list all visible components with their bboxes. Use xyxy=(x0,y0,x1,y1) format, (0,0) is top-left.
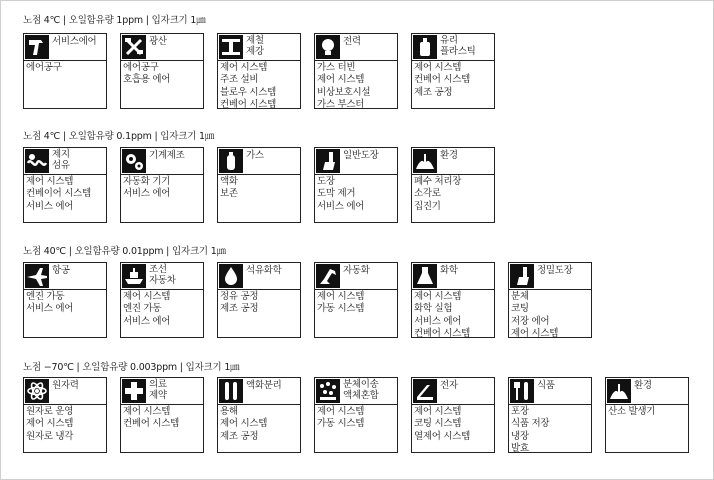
card-body xyxy=(414,406,493,443)
application-item: 발효 xyxy=(511,442,529,454)
card-title: 기계제조 xyxy=(149,150,185,161)
card-body xyxy=(608,406,687,418)
application-item: 열제어 시스템 xyxy=(414,430,470,442)
industry-card xyxy=(314,33,398,109)
card-body xyxy=(317,406,396,431)
card-title: 액화분리 xyxy=(246,380,282,391)
industry-card xyxy=(508,377,592,453)
application-item: 블로우 시스템 xyxy=(220,86,276,98)
application-item: 원자로 냉각 xyxy=(26,430,74,442)
card-body xyxy=(26,176,105,213)
industry-card xyxy=(411,33,495,109)
card-body xyxy=(317,176,396,213)
card-body xyxy=(414,62,493,99)
application-item: 소각로 xyxy=(414,188,441,200)
card-body xyxy=(220,291,299,316)
application-item: 서비스 에어 xyxy=(317,200,365,212)
industry-card xyxy=(217,262,301,338)
application-item: 가스 터빈 xyxy=(317,62,356,73)
row-header: 노점 40℃ | 오일함유량 0.01ppm | 입자크기 1㎛ xyxy=(23,246,226,257)
card-title: 일반도장 xyxy=(343,150,379,161)
application-item: 엔진 가동 xyxy=(123,303,162,315)
application-item: 포장 xyxy=(511,406,529,417)
electronics-icon xyxy=(413,379,437,403)
card-title: 유리 플라스틱 xyxy=(440,35,476,57)
card-header xyxy=(121,148,203,175)
industry-card xyxy=(411,377,495,453)
application-item: 산소 발생기 xyxy=(608,406,656,417)
application-item: 저장 에어 xyxy=(511,315,550,327)
application-item: 제어 시스템 xyxy=(317,406,365,417)
card-title: 전력 xyxy=(343,36,361,47)
card-title: 조선 자동차 xyxy=(149,264,176,286)
application-item: 폐수 처리장 xyxy=(414,176,462,187)
application-item: 도막 제거 xyxy=(317,188,356,200)
application-item: 제어 시스템 xyxy=(220,62,268,73)
card-header xyxy=(315,34,397,61)
industry-card xyxy=(120,377,204,453)
application-item: 정유 공정 xyxy=(220,291,259,302)
application-item: 도장 xyxy=(317,176,335,187)
card-header xyxy=(218,148,300,175)
application-item: 컨베이어 시스템 xyxy=(26,188,91,200)
application-item: 원자로 운영 xyxy=(26,406,74,417)
card-body xyxy=(511,406,590,455)
application-item: 서비스 에어 xyxy=(414,315,462,327)
application-item: 식품 저장 xyxy=(511,418,550,430)
application-item: 제어 시스템 xyxy=(123,291,171,302)
application-item: 액화 xyxy=(220,176,238,187)
application-item: 주조 설비 xyxy=(220,74,259,86)
card-body xyxy=(414,176,493,213)
application-item: 가스 부스터 xyxy=(317,98,365,110)
application-item: 컨베어 시스템 xyxy=(414,74,470,86)
application-item: 화학 실험 xyxy=(414,303,453,315)
card-body xyxy=(414,291,493,340)
industry-card xyxy=(411,147,495,223)
card-header xyxy=(315,263,397,290)
industry-card xyxy=(605,377,689,453)
industry-card xyxy=(217,33,301,109)
atom-icon xyxy=(25,379,49,403)
card-title: 자동화 xyxy=(343,265,370,276)
card-header xyxy=(412,378,494,405)
card-header xyxy=(315,378,397,405)
card-header xyxy=(412,34,494,61)
card-title: 식품 xyxy=(537,380,555,391)
card-body xyxy=(220,176,299,201)
industry-card xyxy=(120,147,204,223)
card-body xyxy=(317,291,396,316)
environment-plant-icon xyxy=(413,149,437,173)
application-item: 코팅 시스템 xyxy=(414,418,462,430)
application-item: 비상보호시설 xyxy=(317,86,371,98)
industry-card xyxy=(508,262,592,338)
test-tube-icon xyxy=(219,379,243,403)
row-header: 노점 4℃ | 오일함유량 1ppm | 입자크기 1㎛ xyxy=(23,15,206,26)
card-header xyxy=(218,263,300,290)
robot-arm-icon xyxy=(316,264,340,288)
application-item: 제어 시스템 xyxy=(414,62,462,73)
card-title: 환경 xyxy=(440,150,458,161)
industry-card xyxy=(314,377,398,453)
industry-card xyxy=(120,262,204,338)
card-header xyxy=(218,378,300,405)
application-item: 분체 xyxy=(511,291,529,302)
application-item: 컨베어 시스템 xyxy=(123,418,179,430)
application-item: 컨베어 시스템 xyxy=(414,327,470,339)
application-item: 코팅 xyxy=(511,303,529,315)
application-item: 제조 공정 xyxy=(414,86,453,98)
card-title: 환경 xyxy=(634,380,652,391)
medical-cross-icon xyxy=(122,379,146,403)
application-item: 컨베어 시스템 xyxy=(220,98,276,110)
industry-card xyxy=(23,262,107,338)
card-header xyxy=(24,148,106,175)
card-body xyxy=(123,176,202,201)
application-item: 제어 시스템 xyxy=(414,291,462,302)
application-item: 보존 xyxy=(220,188,238,200)
card-header xyxy=(24,378,106,405)
ship-icon xyxy=(122,264,146,288)
card-header xyxy=(509,378,591,405)
card-title: 화학 xyxy=(440,265,458,276)
application-item: 호흡용 에어 xyxy=(123,74,171,86)
card-body xyxy=(123,62,202,87)
application-item: 서비스 에어 xyxy=(26,200,74,212)
application-item: 자동화 기기 xyxy=(123,176,171,187)
compressor-gun-icon xyxy=(25,35,49,59)
application-item: 가동 시스템 xyxy=(317,418,365,430)
application-item: 에어공구 xyxy=(26,62,62,73)
gas-cylinder-icon xyxy=(219,149,243,173)
card-body xyxy=(317,62,396,111)
card-body xyxy=(26,62,105,74)
application-item: 제조 공정 xyxy=(220,430,259,442)
card-header xyxy=(606,378,688,405)
card-header xyxy=(412,263,494,290)
card-header xyxy=(218,34,300,61)
industry-card xyxy=(217,147,301,223)
industry-card xyxy=(314,262,398,338)
card-title: 제지 섬유 xyxy=(52,149,70,171)
row-header: 노점 4℃ | 오일함유량 0.1ppm | 입자크기 1㎛ xyxy=(23,131,215,142)
card-header xyxy=(24,263,106,290)
application-item: 제어 시스템 xyxy=(414,406,462,417)
application-item: 제조 공정 xyxy=(220,303,259,315)
row-header: 노점 −70℃ | 오일함유량 0.003ppm | 입자크기 1㎛ xyxy=(23,362,240,373)
application-item: 엔진 가동 xyxy=(26,291,65,302)
card-header xyxy=(121,34,203,61)
card-body xyxy=(220,406,299,443)
application-item: 용해 xyxy=(220,406,238,417)
card-title: 정밀도장 xyxy=(537,265,573,276)
card-title: 원자력 xyxy=(52,380,79,391)
card-body xyxy=(123,406,202,431)
card-body xyxy=(220,62,299,111)
application-item: 서비스 에어 xyxy=(123,188,171,200)
application-item: 제어 시스템 xyxy=(26,176,74,187)
application-item: 제어 시스템 xyxy=(220,418,268,430)
industry-card xyxy=(411,262,495,338)
industry-card xyxy=(217,377,301,453)
industry-card xyxy=(120,33,204,109)
application-item: 서비스 에어 xyxy=(123,315,171,327)
steel-beam-icon xyxy=(219,35,243,59)
industry-card xyxy=(23,147,107,223)
application-item: 제어 시스템 xyxy=(26,418,74,430)
application-item: 에어공구 xyxy=(123,62,159,73)
plastic-bottle-icon xyxy=(413,35,437,59)
lightbulb-icon xyxy=(316,35,340,59)
flask-icon xyxy=(413,264,437,288)
card-title: 광산 xyxy=(149,36,167,47)
card-header xyxy=(121,378,203,405)
fiber-thread-icon xyxy=(25,149,49,173)
card-title: 석유화학 xyxy=(246,265,282,276)
card-body xyxy=(123,291,202,328)
application-item: 집진기 xyxy=(414,200,441,212)
application-item: 제어 시스템 xyxy=(123,406,171,417)
application-item: 제어 시스템 xyxy=(317,74,365,86)
airplane-icon xyxy=(25,264,49,288)
card-title: 항공 xyxy=(52,265,70,276)
application-item: 냉장 xyxy=(511,430,529,442)
card-title: 전자 xyxy=(440,380,458,391)
card-title: 서비스에어 xyxy=(52,36,97,47)
industry-card xyxy=(23,33,107,109)
utensils-icon xyxy=(510,379,534,403)
card-title: 가스 xyxy=(246,150,264,161)
card-header xyxy=(509,263,591,290)
card-title: 제철 제강 xyxy=(246,35,264,57)
powder-particles-icon xyxy=(316,379,340,403)
card-title: 의료 제약 xyxy=(149,379,167,401)
paint-brush-icon xyxy=(316,149,340,173)
paint-brush-icon xyxy=(510,264,534,288)
card-header xyxy=(315,148,397,175)
application-item: 가동 시스템 xyxy=(317,303,365,315)
card-title: 분체이송 액체혼합 xyxy=(343,379,379,401)
application-item: 서비스 에어 xyxy=(26,303,74,315)
gears-icon xyxy=(122,149,146,173)
card-header xyxy=(412,148,494,175)
industry-card xyxy=(314,147,398,223)
card-body xyxy=(26,291,105,316)
card-body xyxy=(26,406,105,443)
oil-drop-icon xyxy=(219,264,243,288)
application-item: 제어 시스템 xyxy=(511,327,559,339)
card-header xyxy=(121,263,203,290)
card-header xyxy=(24,34,106,61)
tools-icon xyxy=(122,35,146,59)
card-body xyxy=(511,291,590,340)
application-item: 제어 시스템 xyxy=(317,291,365,302)
environment-plant-icon xyxy=(607,379,631,403)
industry-card xyxy=(23,377,107,453)
